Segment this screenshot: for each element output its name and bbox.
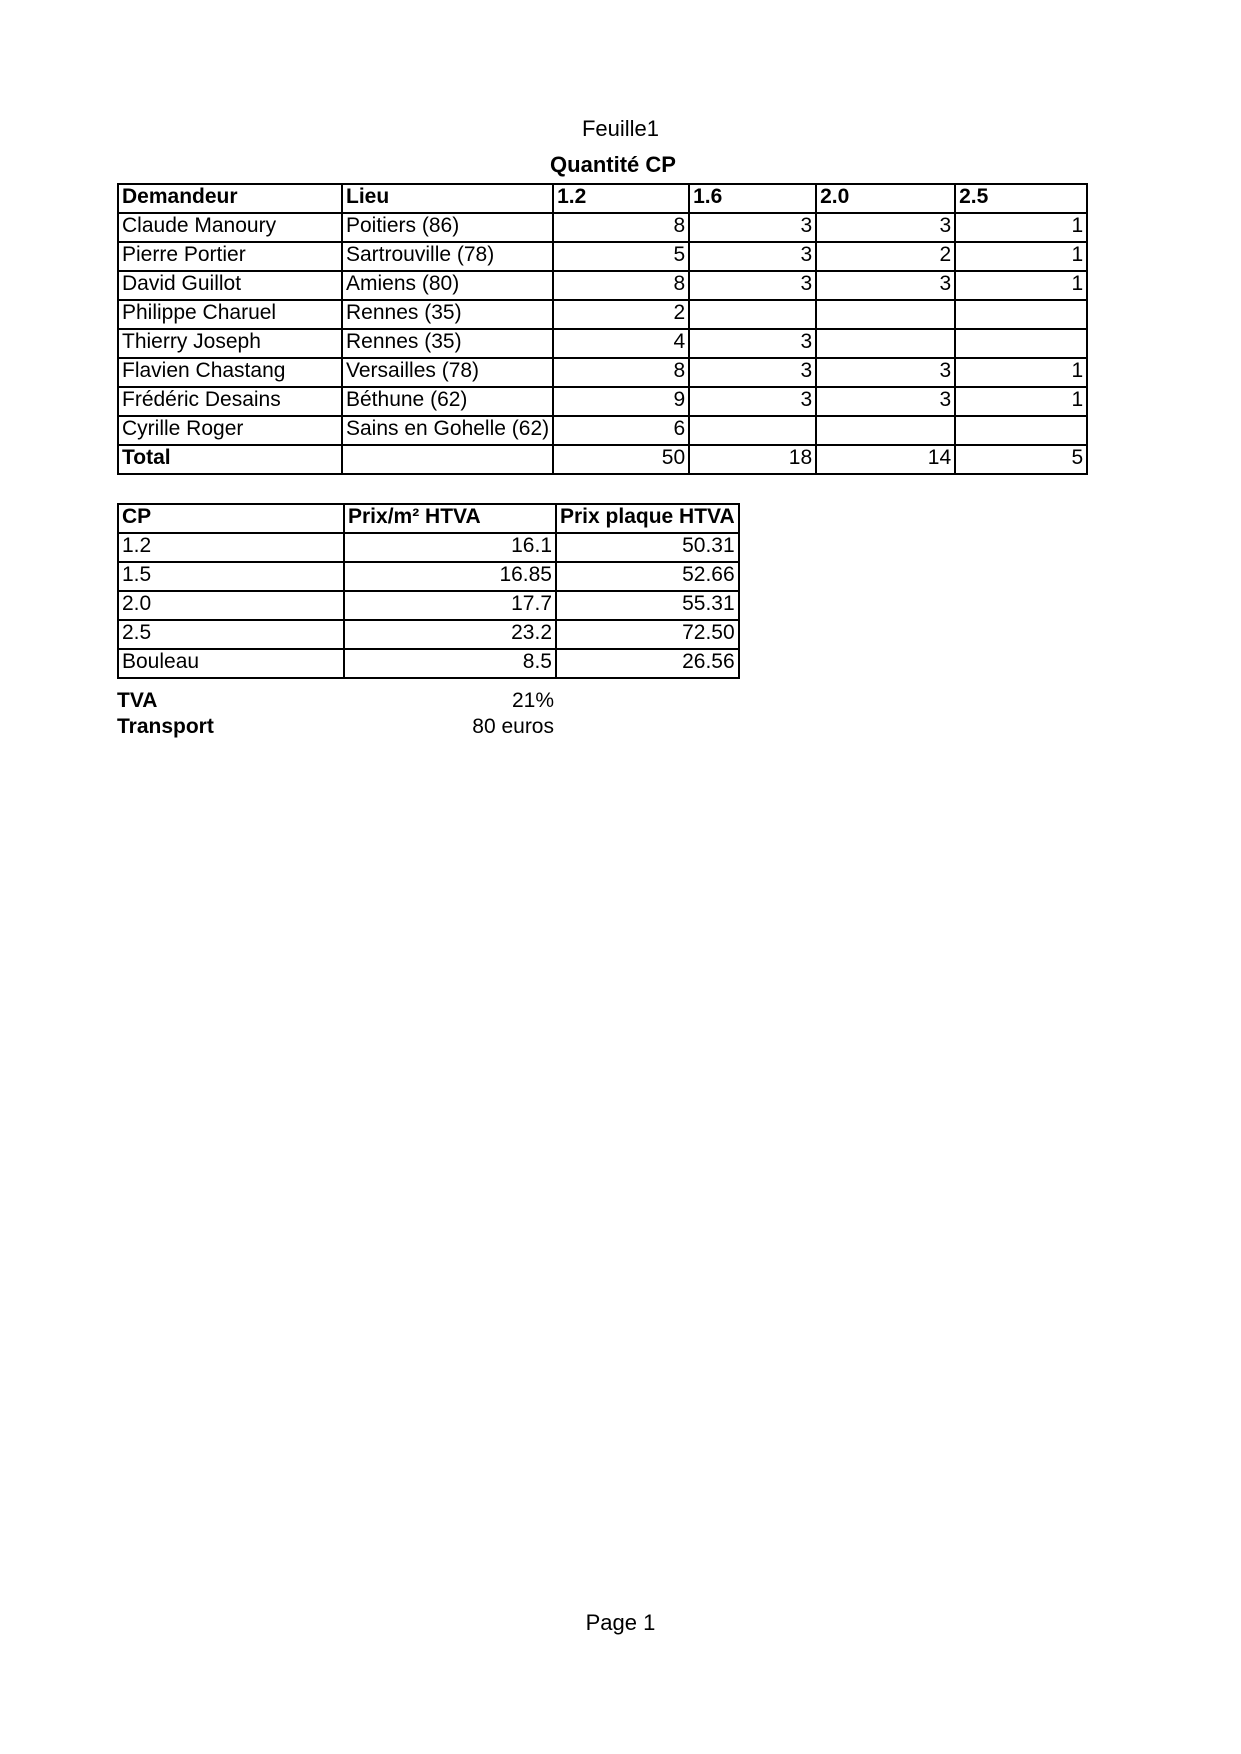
cell-demandeur: Claude Manoury	[118, 213, 342, 242]
table-row	[118, 271, 1087, 300]
column-header-lieu: Lieu	[342, 184, 553, 213]
cell-demandeur: Flavien Chastang	[118, 358, 342, 387]
transport-label: Transport	[117, 715, 214, 738]
table-header-row	[118, 184, 1087, 213]
quantite-table-title: Quantité CP	[550, 152, 676, 177]
table-row	[118, 358, 1087, 387]
cell-cp: 2.5	[118, 620, 344, 649]
cell-qty: 2	[553, 300, 689, 329]
total-value: 50	[553, 445, 689, 474]
sheet-title: Feuille1	[581, 116, 660, 141]
cell-qty: 1	[955, 242, 1087, 271]
column-header-prix-plaque-label: Prix plaque HTVA	[560, 505, 735, 528]
cell-qty: 6	[553, 416, 689, 445]
cell-lieu: Amiens (80)	[342, 271, 553, 300]
cell-qty: 8	[553, 213, 689, 242]
total-value: 5	[955, 445, 1087, 474]
cell-qty: 3	[816, 358, 955, 387]
cell-qty	[955, 416, 1087, 445]
cell-qty: 3	[689, 358, 816, 387]
cell-qty: 3	[689, 242, 816, 271]
table-row	[118, 242, 1087, 271]
cell-prix-m2: 8.5	[344, 649, 556, 678]
table-row	[118, 533, 739, 562]
cell-cp: 1.5	[118, 562, 344, 591]
cell-cp: 1.2	[118, 533, 344, 562]
cell-cp: Bouleau	[118, 649, 344, 678]
column-header-1-6: 1.6	[689, 184, 816, 213]
cell-demandeur: Philippe Charuel	[118, 300, 342, 329]
table-row	[118, 213, 1087, 242]
cell-lieu: Versailles (78)	[342, 358, 553, 387]
cell-qty: 5	[553, 242, 689, 271]
cell-prix-plaque: 72.50	[556, 620, 739, 649]
total-label: Total	[118, 445, 342, 474]
cell-prix-plaque: 26.56	[556, 649, 739, 678]
cell-empty	[342, 445, 553, 474]
transport-row	[117, 713, 554, 740]
cell-lieu: Béthune (62)	[342, 387, 553, 416]
table-row	[118, 300, 1087, 329]
cell-qty: 8	[553, 271, 689, 300]
cell-prix-plaque: 50.31	[556, 533, 739, 562]
cell-qty: 4	[553, 329, 689, 358]
cell-qty: 8	[553, 358, 689, 387]
cell-lieu: Rennes (35)	[342, 329, 553, 358]
cell-lieu: Poitiers (86)	[342, 213, 553, 242]
cell-qty	[816, 329, 955, 358]
cell-qty: 3	[689, 329, 816, 358]
table-row	[118, 649, 739, 678]
cell-prix-m2: 17.7	[344, 591, 556, 620]
cell-demandeur: Pierre Portier	[118, 242, 342, 271]
table-row	[118, 329, 1087, 358]
cell-lieu: Rennes (35)	[342, 300, 553, 329]
table-total-row	[118, 445, 1087, 474]
table-row	[118, 387, 1087, 416]
total-value: 18	[689, 445, 816, 474]
cell-qty: 3	[689, 271, 816, 300]
cell-qty: 1	[955, 387, 1087, 416]
cell-lieu: Sains en Gohelle (62)	[342, 416, 553, 445]
cell-demandeur: David Guillot	[118, 271, 342, 300]
column-header-prix-m2: Prix/m² HTVA	[344, 504, 556, 533]
cell-qty: 9	[553, 387, 689, 416]
tva-row	[117, 686, 554, 713]
cell-prix-plaque: 52.66	[556, 562, 739, 591]
cell-prix-m2: 16.1	[344, 533, 556, 562]
column-header-cp: CP	[118, 504, 344, 533]
cell-qty: 3	[816, 271, 955, 300]
table-row	[118, 562, 739, 591]
tva-label: TVA	[117, 688, 158, 712]
cell-qty: 3	[816, 213, 955, 242]
column-header-2-0: 2.0	[816, 184, 955, 213]
cell-qty	[689, 300, 816, 329]
cell-prix-plaque: 55.31	[556, 591, 739, 620]
cell-demandeur: Frédéric Desains	[118, 387, 342, 416]
tva-value: 21%	[511, 688, 554, 712]
column-header-prix-plaque	[556, 504, 739, 533]
column-header-2-5: 2.5	[955, 184, 1087, 213]
total-value: 14	[816, 445, 955, 474]
cell-qty: 1	[955, 271, 1087, 300]
column-header-demandeur: Demandeur	[118, 184, 342, 213]
table-header-row	[118, 504, 739, 533]
cell-qty: 1	[955, 213, 1087, 242]
cell-qty: 1	[955, 358, 1087, 387]
column-header-1-2: 1.2	[553, 184, 689, 213]
cell-qty: 3	[689, 213, 816, 242]
cell-lieu: Sartrouville (78)	[342, 242, 553, 271]
cell-demandeur: Cyrille Roger	[118, 416, 342, 445]
cell-cp: 2.0	[118, 591, 344, 620]
extras-block	[117, 686, 554, 739]
table-row	[118, 416, 1087, 445]
cell-qty: 3	[816, 387, 955, 416]
cell-qty	[689, 416, 816, 445]
table-row	[118, 591, 739, 620]
page-footer: Page 1	[585, 1610, 656, 1635]
cell-qty	[955, 300, 1087, 329]
prix-table	[117, 503, 740, 679]
cell-qty: 2	[816, 242, 955, 271]
quantite-cp-table	[117, 183, 1088, 475]
table-row	[118, 620, 739, 649]
cell-prix-m2: 23.2	[344, 620, 556, 649]
cell-qty	[816, 416, 955, 445]
cell-qty	[816, 300, 955, 329]
cell-prix-m2: 16.85	[344, 562, 556, 591]
transport-value: 80 euros	[472, 715, 554, 738]
cell-demandeur: Thierry Joseph	[118, 329, 342, 358]
cell-qty	[955, 329, 1087, 358]
cell-qty: 3	[689, 387, 816, 416]
